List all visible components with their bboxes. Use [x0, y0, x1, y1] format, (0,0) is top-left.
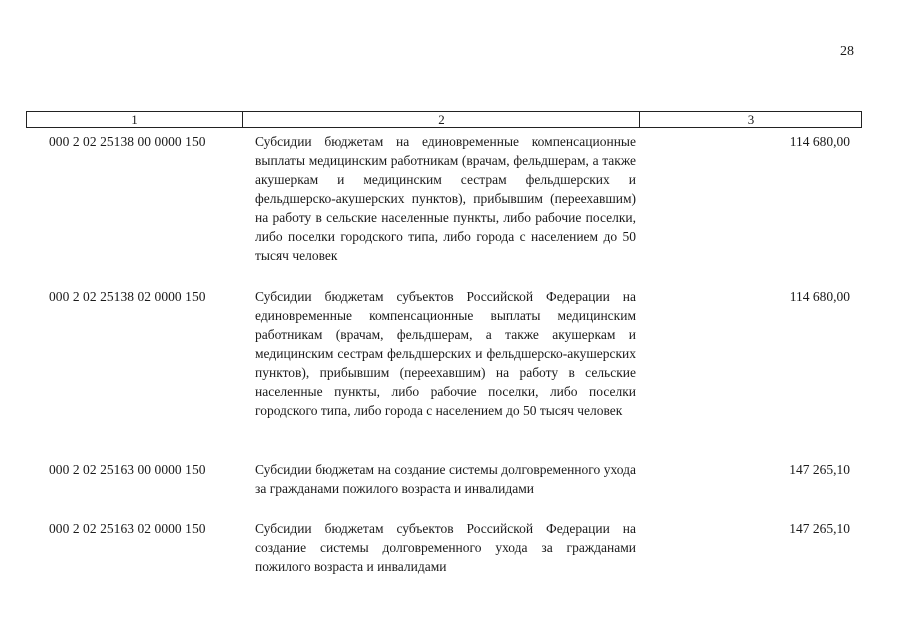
- budget-code: 000 2 02 25163 00 0000 150: [49, 462, 206, 477]
- row-description: Субсидии бюджетам субъектов Российской Федерации на единовременные компенсационные выплаты медицинским работникам (врачам, фельдшерам, а также акушеркам и медицинским сестрам фельдшерских и фельдшерско-акушерских пунктов), прибывшим (переехавшим) на работу в сельские населенные пункты, либо рабочие поселки, либо поселки городского типа, либо города с населением до 50 тысяч человек: [255, 289, 636, 418]
- row-description: Субсидии бюджетам субъектов Российской Федерации на создание системы долговременного ухода за гражданами пожилого возраста и инвалидами: [255, 521, 636, 574]
- budget-code: 000 2 02 25138 02 0000 150: [49, 289, 206, 304]
- row-amount: 114 680,00: [789, 134, 850, 149]
- table-header-col-2: 2: [242, 112, 640, 127]
- row-amount: 147 265,10: [789, 462, 850, 477]
- table-header-col-3: 3: [639, 112, 862, 127]
- row-amount: 114 680,00: [789, 289, 850, 304]
- table-header-row: [26, 111, 862, 128]
- row-description: Субсидии бюджетам на создание системы долговременного ухода за гражданами пожилого возраста и инвалидами: [255, 462, 636, 496]
- page-number: 28: [840, 44, 854, 59]
- budget-code: 000 2 02 25138 00 0000 150: [49, 134, 206, 149]
- table-header-col-1: 1: [131, 112, 138, 127]
- budget-code: 000 2 02 25163 02 0000 150: [49, 521, 206, 536]
- row-amount: 147 265,10: [789, 521, 850, 536]
- row-description: Субсидии бюджетам на единовременные компенсационные выплаты медицинским работникам (врачам, фельдшерам, а также акушеркам и медицинским сестрам фельдшерских и фельдшерско-акушерских пунктов), прибывшим (переехавшим) на работу в сельские населенные пункты, либо рабочие поселки, либо поселки городского типа, либо города с населением до 50 тысяч человек: [255, 134, 636, 263]
